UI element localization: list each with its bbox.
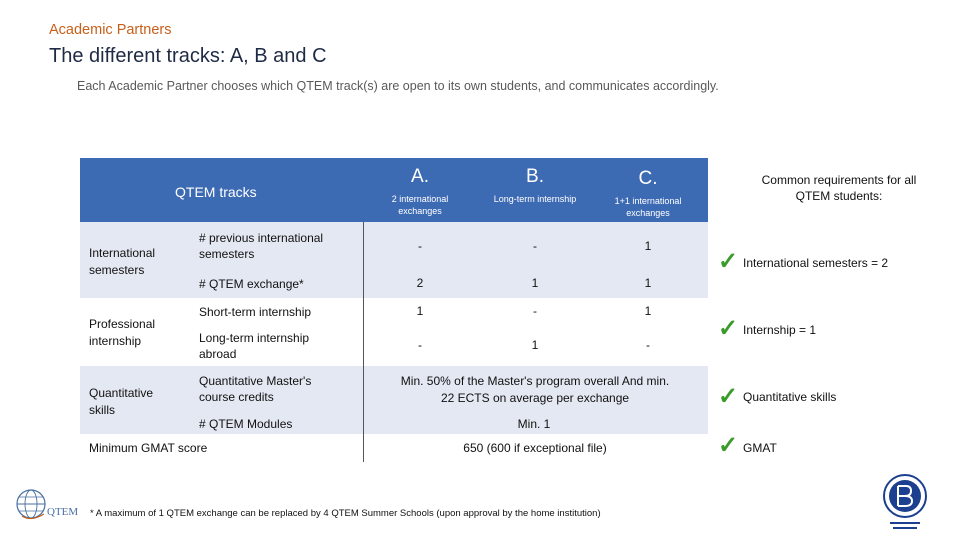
qtem-logo	[14, 486, 79, 526]
check-icon: ✓	[718, 383, 739, 410]
qtem-logo-text: QTEM	[47, 506, 79, 518]
track-c-description: 1+1 international exchanges	[614, 196, 682, 218]
requirement-quantitative-skills: Quantitative skills	[743, 390, 837, 404]
row-label-short-term-internship: Short-term internship	[199, 305, 312, 319]
requirement-international-semesters: International semesters = 2	[743, 256, 889, 270]
row-label-previous-semesters: # previous international semesters	[199, 231, 324, 261]
footnote: * A maximum of 1 QTEM exchange can be replaced by 4 QTEM Summer Schools (upon approval by the home institution)	[90, 508, 601, 519]
track-b-description: Long-term internship	[493, 194, 577, 204]
group-gmat: Minimum GMAT score	[89, 441, 208, 455]
university-seal-logo	[878, 472, 932, 534]
cell-r3-b: -	[533, 304, 537, 318]
page-subtitle: Each Academic Partner chooses which QTEM track(s) are open to its own students, and communicates accordingly.	[77, 79, 719, 93]
cell-r1-b: -	[533, 239, 537, 253]
row-label-master-credits: Quantitative Master's course credits	[199, 374, 312, 404]
requirement-internship: Internship = 1	[743, 323, 817, 337]
cell-r2-c: 1	[644, 276, 652, 290]
column-divider	[363, 222, 364, 462]
track-b-letter: B.	[526, 166, 544, 187]
cell-r1-c: 1	[644, 239, 652, 253]
row-label-qtem-exchange: # QTEM exchange*	[199, 277, 304, 291]
cell-gmat-span: 650 (600 if exceptional file)	[463, 441, 607, 455]
cell-r2-b: 1	[531, 276, 539, 290]
group-international-semesters: International semesters	[89, 246, 156, 277]
cell-r6-span: Min. 1	[517, 417, 551, 431]
group-professional-internship: Professional internship	[89, 317, 156, 348]
cell-r5-span: Min. 50% of the Master's program overall And min. 22 ECTS on average per exchange	[400, 374, 670, 405]
cell-r4-a: -	[418, 338, 422, 352]
check-icon: ✓	[718, 248, 739, 275]
cell-r4-b: 1	[531, 338, 539, 352]
header-tracks-label: QTEM tracks	[175, 184, 257, 200]
row-label-long-term-internship: Long-term internship abroad	[199, 331, 310, 361]
cell-r1-a: -	[418, 239, 422, 253]
cell-r3-c: 1	[644, 304, 652, 318]
cell-r3-a: 1	[416, 304, 424, 318]
page-title: The different tracks: A, B and C	[49, 45, 327, 67]
track-c-letter: C.	[638, 168, 658, 189]
university-seal-icon	[878, 472, 932, 534]
group-quantitative-skills: Quantitative skills	[89, 386, 154, 417]
requirement-gmat: GMAT	[743, 441, 777, 455]
check-icon: ✓	[718, 432, 739, 459]
track-a-letter: A.	[411, 166, 429, 187]
row-label-qtem-modules: # QTEM Modules	[199, 417, 293, 431]
check-icon: ✓	[718, 315, 739, 342]
cell-r2-a: 2	[416, 276, 424, 290]
cell-r4-c: -	[646, 338, 650, 352]
common-requirements-title: Common requirements for all QTEM students:	[761, 173, 917, 203]
section-label: Academic Partners	[49, 22, 172, 38]
track-a-description: 2 international exchanges	[391, 194, 449, 216]
